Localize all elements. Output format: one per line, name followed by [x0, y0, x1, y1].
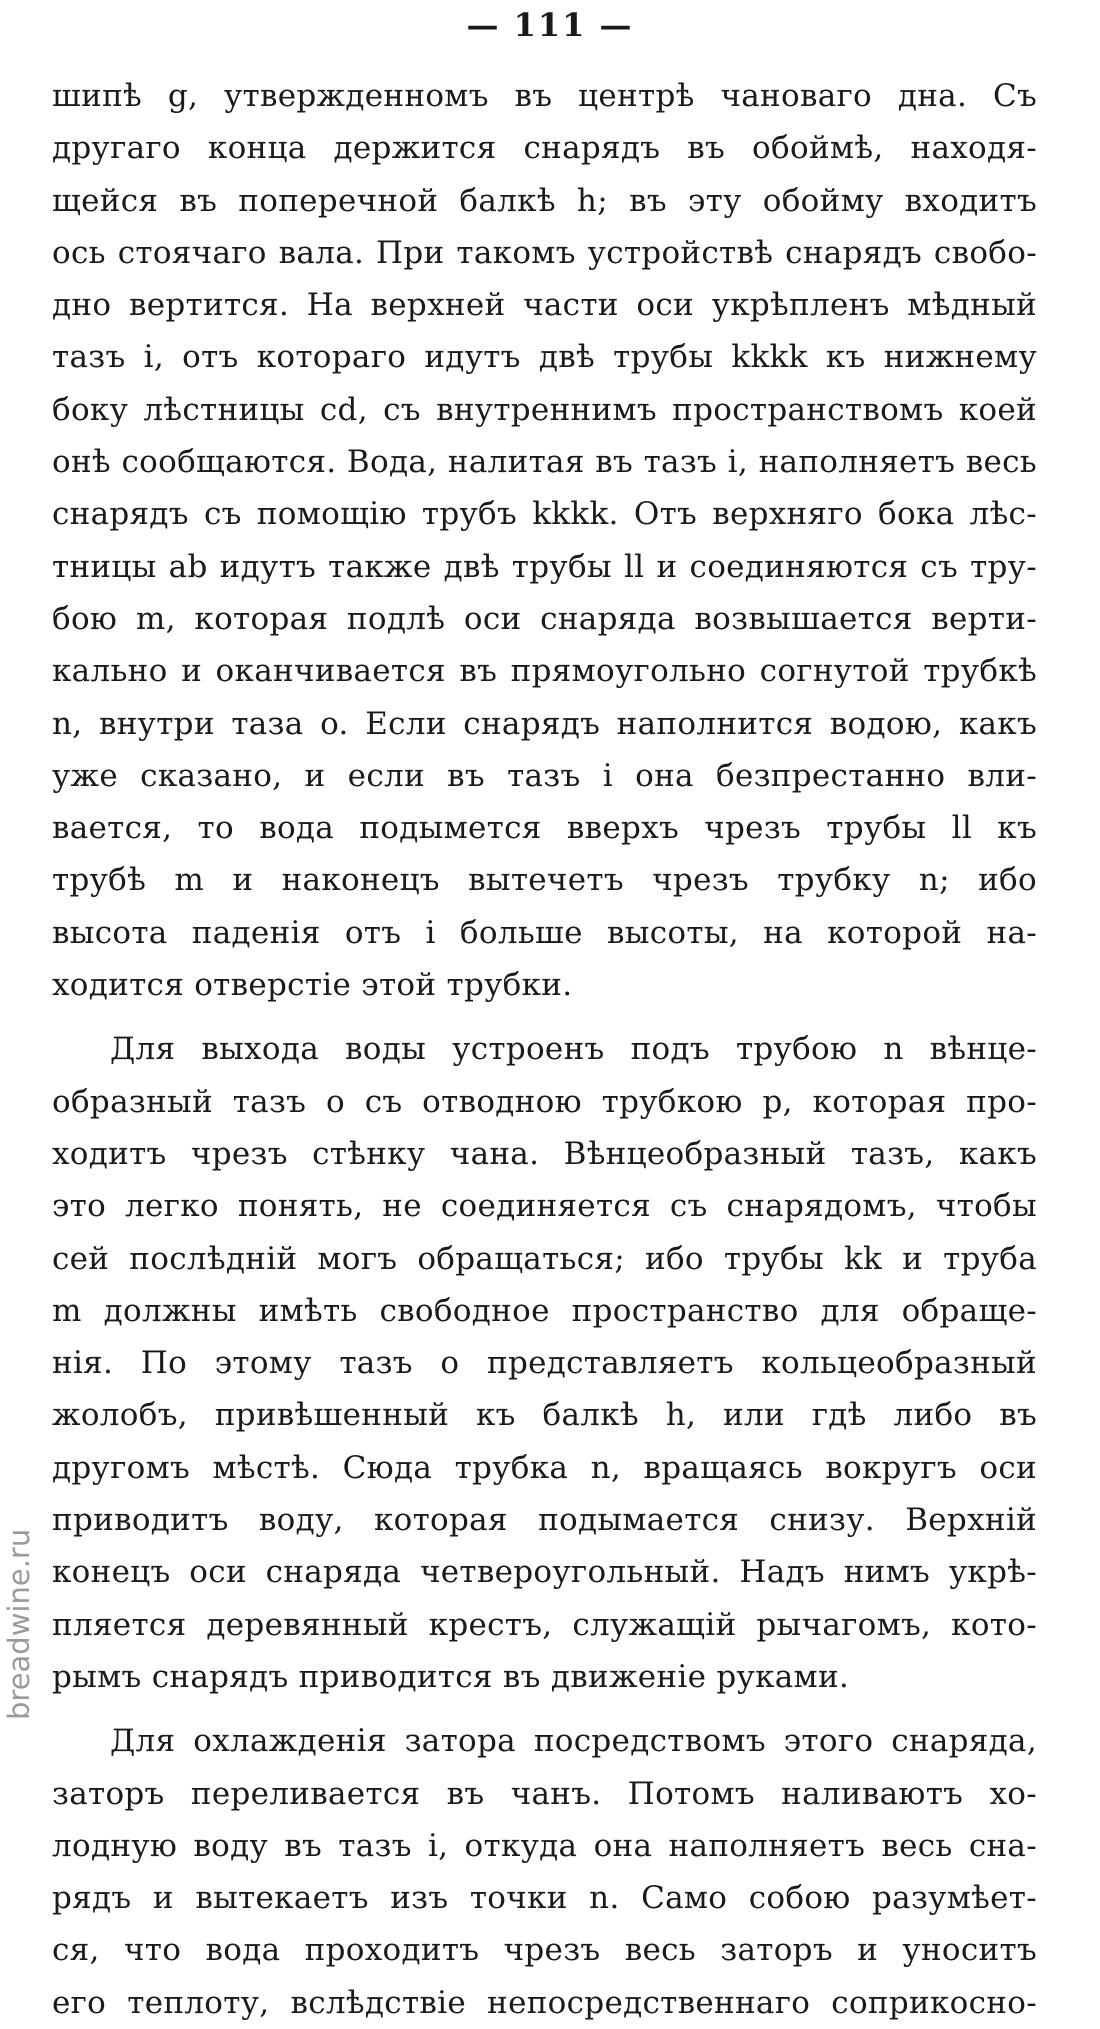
text-line: ся, что вода проходитъ чрезъ весь заторъ и уноситъ	[52, 1932, 1037, 1969]
text-line: ходитъ чрезъ стѣнку чана. Вѣнцеобразный тазъ, какъ	[52, 1135, 1037, 1172]
text-line: рымъ снарядъ приводится въ движеніе руками.	[52, 1658, 850, 1695]
paragraph-1	[52, 70, 1037, 1011]
text-line: высота паденія отъ i больше высоты, на которой на-	[52, 914, 1037, 951]
text-line: боку лѣстницы cd, съ внутреннимъ пространствомъ коей	[52, 391, 1037, 428]
text-line: трубѣ m и наконецъ вытечетъ чрезъ трубку n; ибо	[52, 862, 1037, 899]
text-line: ось стоячаго вала. При такомъ устройствѣ снарядъ свобо-	[52, 234, 1037, 271]
text-line: жолобъ, привѣшенный къ балкѣ h, или гдѣ либо въ	[52, 1397, 1037, 1434]
text-line: ходится отверстіе этой трубки.	[52, 967, 573, 1004]
text-line: бою m, которая подлѣ оси снаряда возвышается верти-	[52, 600, 1037, 637]
text-line: онѣ сообщаются. Вода, налитая въ тазъ i, наполняетъ весь	[52, 444, 1037, 481]
text-line: тницы ab идутъ также двѣ трубы ll и соединяются съ тру-	[52, 548, 1037, 585]
text-line: шипѣ g, утвержденномъ въ центрѣ чановаго дна. Съ	[52, 78, 1037, 114]
page-number: — 111 —	[466, 6, 634, 44]
text-line: дно вертится. На верхней части оси укрѣпленъ мѣдный	[52, 287, 1037, 324]
text-line: тазъ i, отъ котораго идутъ двѣ трубы kkkk къ нижнему	[52, 339, 1037, 376]
body-text	[52, 70, 1037, 2029]
text-line: уже сказано, и если въ тазъ i она безпрестанно вли-	[52, 757, 1037, 794]
text-line: кально и оканчивается въ прямоугольно согнутой трубкѣ	[52, 653, 1037, 690]
text-line: заторъ переливается въ чанъ. Потомъ наливаютъ хо-	[52, 1775, 1037, 1812]
text-line: пляется деревянный крестъ, служащій рычагомъ, кото-	[52, 1606, 1037, 1643]
text-line: сей послѣдній могъ обращаться; ибо трубы kk и труба	[52, 1240, 1037, 1277]
text-line: n, внутри таза o. Если снарядъ наполнится водою, какъ	[52, 705, 1037, 742]
text-line: его теплоту, вслѣдствіе непосредственнаго соприкосно-	[52, 1984, 1037, 2021]
text-line: Для выхода воды устроенъ подъ трубою n вѣнце-	[110, 1031, 1037, 1068]
text-line: m должны имѣть свободное пространство для обраще-	[52, 1292, 1037, 1329]
text-line: Для охлажденія затора посредствомъ этого снаряда,	[110, 1723, 1037, 1760]
paragraph-2	[52, 1023, 1037, 1703]
text-line: лодную воду въ тазъ i, откуда она наполняетъ весь сна-	[52, 1827, 1037, 1864]
text-line: это легко понять, не соединяется съ снарядомъ, чтобы	[52, 1188, 1037, 1225]
text-line: образный тазъ o съ отводною трубкою p, которая про-	[52, 1083, 1037, 1120]
text-line: другомъ мѣстѣ. Сюда трубка n, вращаясь вокругъ оси	[52, 1449, 1037, 1486]
text-line: другаго конца держится снарядъ въ обоймѣ, находя-	[52, 130, 1037, 167]
text-line: снарядъ съ помощію трубъ kkkk. Отъ верхняго бока лѣс-	[52, 496, 1037, 533]
text-line: приводитъ воду, которая подымается снизу. Верхній	[52, 1502, 1037, 1539]
text-line: рядъ и вытекаетъ изъ точки n. Само собою разумѣет-	[52, 1880, 1037, 1917]
text-line: нія. По этому тазъ o представляетъ кольцеобразный	[52, 1345, 1037, 1382]
text-line: вается, то вода подымется вверхъ чрезъ трубы ll къ	[52, 810, 1037, 847]
text-line: щейся въ поперечной балкѣ h; въ эту обойму входитъ	[52, 182, 1037, 219]
paragraph-3	[52, 1715, 1037, 2029]
text-line: конецъ оси снаряда четвероугольный. Надъ нимъ укрѣ-	[52, 1554, 1037, 1591]
watermark: breadwine.ru	[2, 1528, 36, 1720]
